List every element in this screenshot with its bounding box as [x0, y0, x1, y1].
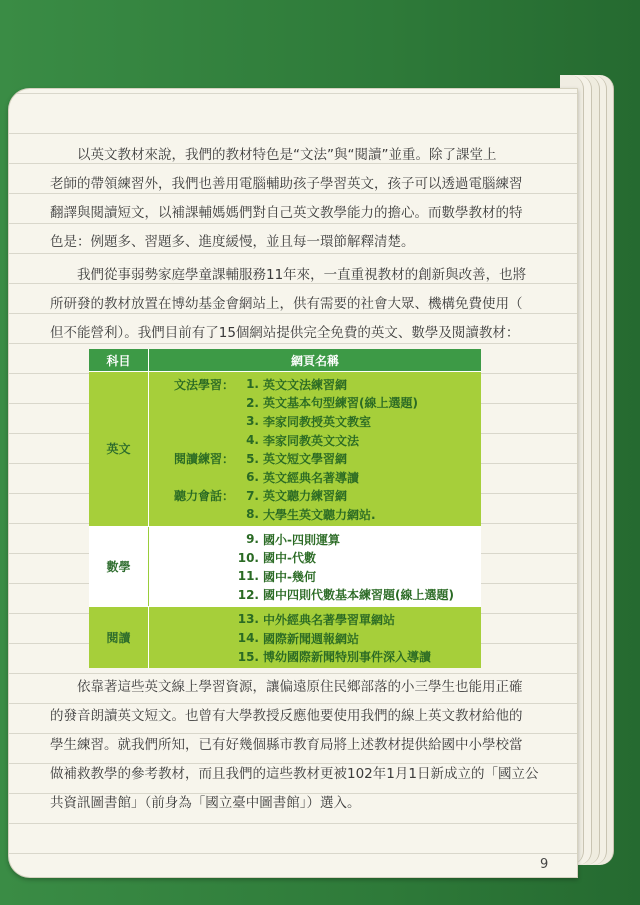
site-name: 國中四則代數基本練習題(線上選題) [263, 588, 454, 603]
site-name: 大學生英文聽力網站. [263, 507, 376, 522]
item-number: 3. [246, 414, 259, 429]
item-number: 9. [246, 532, 259, 547]
table-row [149, 629, 481, 648]
text-line: 色是：例題多、習題多、進度緩慢，並且每一環節解釋清楚。 [50, 234, 415, 250]
subject-cell: 英文 [89, 372, 149, 526]
group-reading [89, 606, 481, 668]
text-line: 我們從事弱勢家庭學童課輔服務11年來，一直重視教材的創新與改善，也將 [77, 267, 527, 283]
text-line: 共資訊圖書館」（前身為「國立臺中圖書館」）選入。 [50, 795, 361, 811]
item-number: 8. [246, 507, 259, 522]
item-number: 11. [237, 569, 259, 584]
item-number: 14. [237, 631, 259, 646]
site-name: 英文聽力練習網 [263, 489, 348, 504]
text-line: 但不能營利）。我們目前有了15個網站提供完全免費的英文、數學及閱讀教材： [50, 325, 520, 341]
item-number: 6. [246, 470, 259, 485]
text-line: 以英文教材來說，我們的教材特色是“文法”與“閱讀”並重。除了課堂上 [77, 147, 497, 163]
subject-cell: 閱讀 [89, 607, 149, 668]
table-row [149, 548, 481, 567]
table-row [149, 647, 481, 666]
item-number: 1. [246, 377, 259, 392]
item-number: 4. [246, 433, 259, 448]
table-row [149, 468, 481, 487]
site-name: 英文文法練習網 [263, 377, 348, 392]
category-label: 文法學習： [173, 377, 234, 392]
site-name: 國中-代數 [263, 551, 316, 566]
site-name: 英文基本句型練習(線上選題) [263, 396, 418, 411]
header-subject: 科目 [89, 349, 149, 371]
site-name: 英文經典名著導讀 [263, 470, 360, 485]
text-line: 翻譯與閱讀短文，以補課輔媽媽們對自己英文教學能力的擔心。而數學教材的特 [50, 205, 523, 221]
text-line: 做補救教學的參考教材，而且我們的這些教材更被102年1月1日新成立的「國立公 [50, 766, 539, 782]
paragraph-1 [50, 141, 550, 257]
table-row [149, 431, 481, 450]
text-line: 老師的帶領練習外，我們也善用電腦輔助孩子學習英文，孩子可以透過電腦練習 [50, 176, 523, 192]
category-label: 閱讀練習： [173, 452, 234, 467]
table-row [149, 412, 481, 431]
text-line: 的發音朗讀英文短文。也曾有大學教授反應他要使用我們的線上英文教材給他的 [50, 708, 523, 724]
item-number: 10. [237, 550, 259, 565]
table-row [149, 586, 481, 605]
paragraph-3 [50, 673, 550, 818]
item-number: 2. [246, 395, 259, 410]
site-name: 國小-四則運算 [263, 532, 340, 547]
website-table [89, 349, 481, 668]
item-number: 7. [246, 488, 259, 503]
site-name: 李家同教英文文法 [263, 433, 360, 448]
table-row [149, 530, 481, 549]
site-name: 國際新聞週報網站 [263, 631, 360, 646]
table-row [149, 449, 481, 468]
item-number: 5. [246, 451, 259, 466]
page-number: 9 [540, 857, 549, 872]
table-row [149, 505, 481, 524]
category-label: 聽力會話： [173, 489, 234, 504]
text-line: 學生練習。就我們所知，已有好幾個縣市教育局將上述教材提供給國中小學校當 [50, 737, 523, 753]
site-name: 博幼國際新聞特別事件深入導讀 [263, 650, 432, 665]
group-math [89, 526, 481, 606]
subject-cell: 數學 [89, 527, 149, 606]
table-row [149, 375, 481, 394]
table-row [149, 394, 481, 413]
site-name: 英文短文學習網 [263, 452, 348, 467]
group-english [89, 371, 481, 526]
text-line: 所研發的教材放置在博幼基金會網站上，供有需要的社會大眾、機構免費使用（ [50, 296, 523, 312]
item-number: 12. [237, 587, 259, 602]
paragraph-2 [50, 261, 550, 348]
header-name: 網頁名稱 [290, 353, 339, 368]
site-name: 中外經典名著學習單網站 [263, 612, 396, 627]
table-row [149, 487, 481, 506]
item-number: 13. [237, 612, 259, 627]
table-row [149, 567, 481, 586]
text-line: 依靠著這些英文線上學習資源，讓偏遠原住民鄉部落的小三學生也能用正確 [77, 679, 523, 695]
site-name: 李家同教授英文教室 [263, 414, 372, 429]
item-number: 15. [237, 649, 259, 664]
table-header [89, 349, 481, 371]
table-row [149, 610, 481, 629]
site-name: 國中-幾何 [263, 569, 316, 584]
